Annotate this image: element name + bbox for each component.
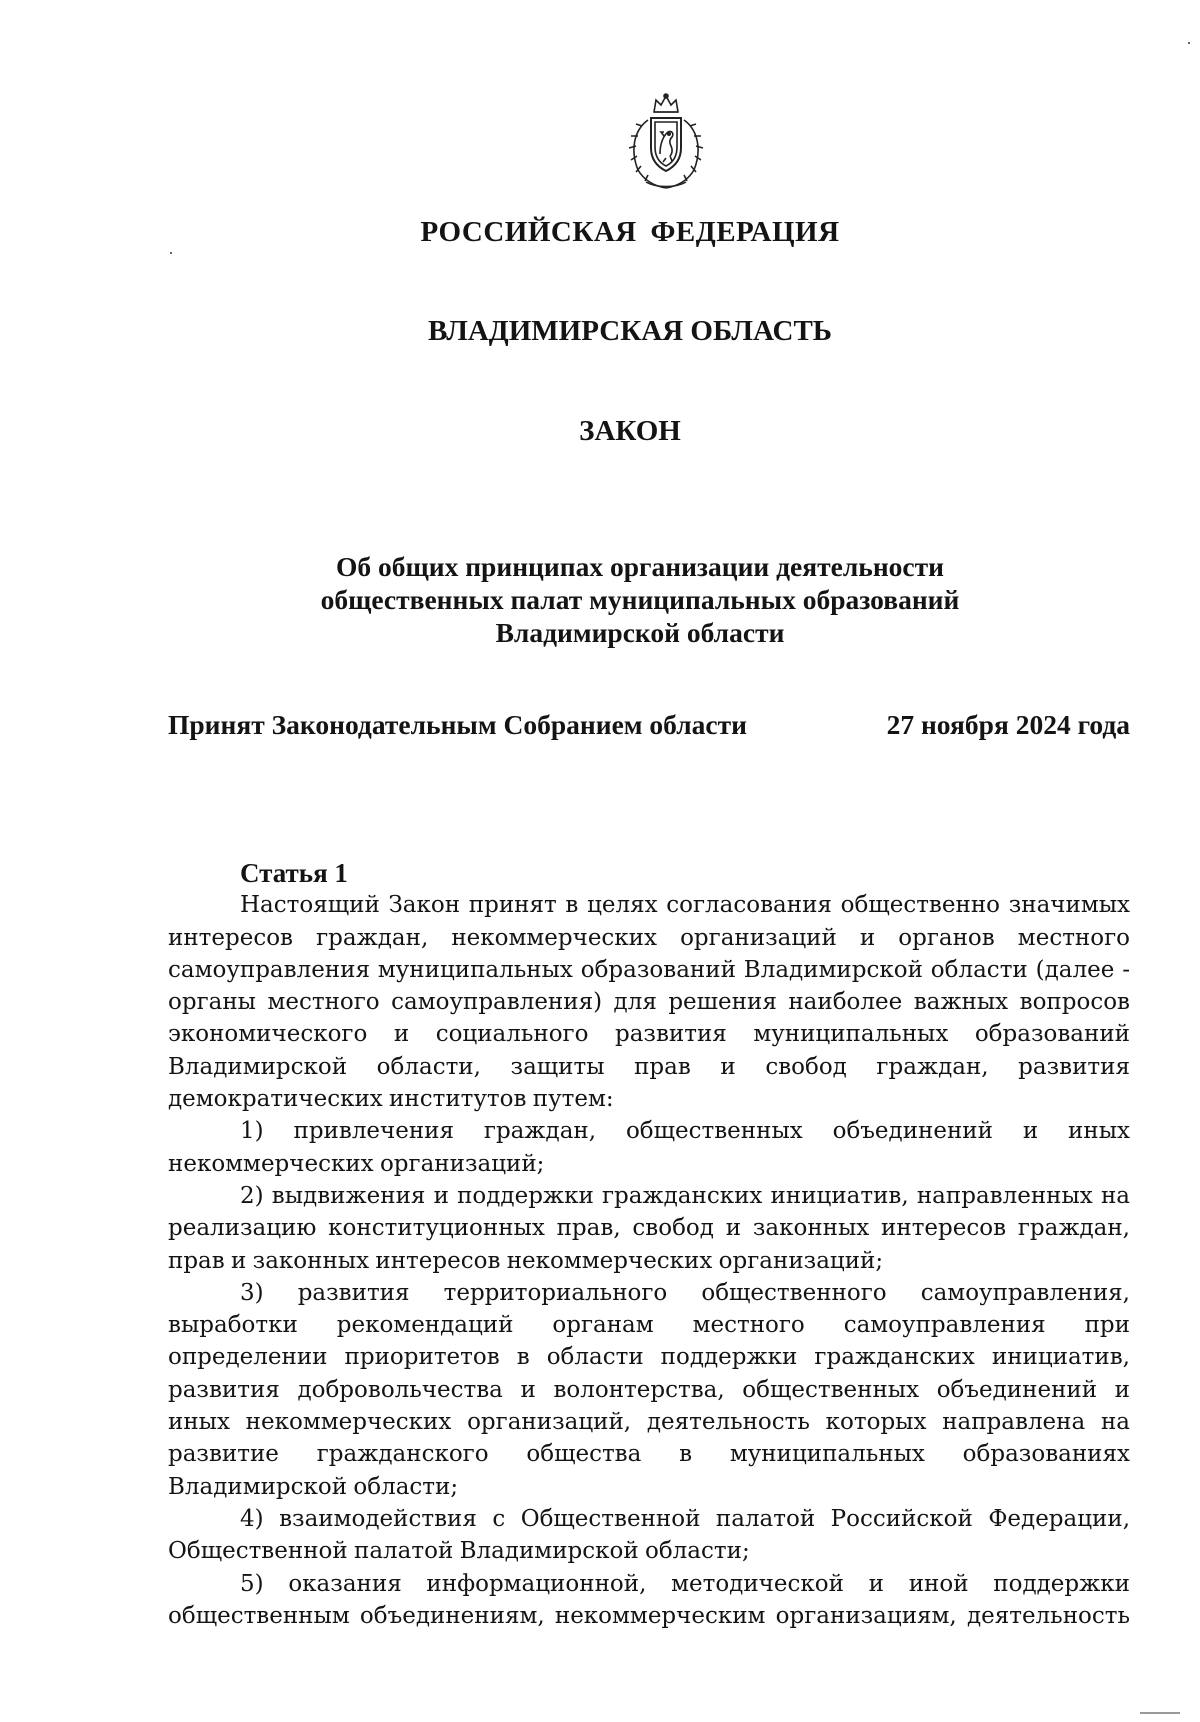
- scan-speck: [170, 252, 172, 254]
- adoption-line: [168, 711, 1130, 739]
- article-paragraph: Настоящий Закон принят в целях согласования общественно значимых интересов граждан, некоммерческих организаций и органов местного самоуправления муниципальных образований Владимирской области (далее - органы местного самоуправления) для решения наиболее важных вопросов экономического и социального развития муниципальных образований Владимирской области, защиты прав и свобод граждан, развития демократических институтов путем:: [168, 892, 1130, 1113]
- article-list-item: 2) выдвижения и поддержки гражданских инициатив, направленных на реализацию конституционных прав, свобод и законных интересов граждан, прав и законных интересов некоммерческих организаций;: [168, 1182, 1130, 1274]
- article-list-item: 3) развития территориального общественного самоуправления, выработки рекомендаций органам местного самоуправления при определении приоритетов в области поддержки гражданских инициатив, развития добровольчества и волонтерства, общественных объединений и иных некоммерческих организаций, деятельность которых направлена на развитие гражданского общества в муниципальных образованиях Владимирской области;: [168, 1279, 1130, 1500]
- coat-of-arms-emblem: [620, 92, 712, 192]
- article-body: [168, 857, 1130, 1632]
- article-list-item: 4) взаимодействия с Общественной палатой Российской Федерации, Общественной палатой Владимирской области;: [168, 1505, 1130, 1565]
- region-heading: ВЛАДИМИРСКАЯ ОБЛАСТЬ: [428, 315, 832, 347]
- article-list-item: 1) привлечения граждан, общественных объединений и иных некоммерческих организаций;: [168, 1118, 1130, 1177]
- adopted-by: Принят Законодательным Собранием области: [168, 709, 747, 740]
- law-title-line: Об общих принципах организации деятельности: [336, 551, 944, 582]
- law-title-line: Владимирской области: [495, 617, 785, 648]
- law-title: [270, 550, 1010, 649]
- scan-speck: [1188, 42, 1190, 44]
- article-heading: Статья 1: [240, 858, 348, 888]
- adoption-date: 27 ноября 2024 года: [886, 709, 1130, 740]
- law-title-line: общественных палат муниципальных образований: [320, 584, 960, 615]
- article-list-item: 5) оказания информационной, методической и иной поддержки общественным объединениям, некоммерческим организациям, деятельность: [168, 1570, 1130, 1629]
- country-heading: РОССИЙСКАЯ ФЕДЕРАЦИЯ: [420, 216, 840, 248]
- scan-speck: [1140, 1712, 1180, 1714]
- document-type-heading: ЗАКОН: [579, 415, 681, 447]
